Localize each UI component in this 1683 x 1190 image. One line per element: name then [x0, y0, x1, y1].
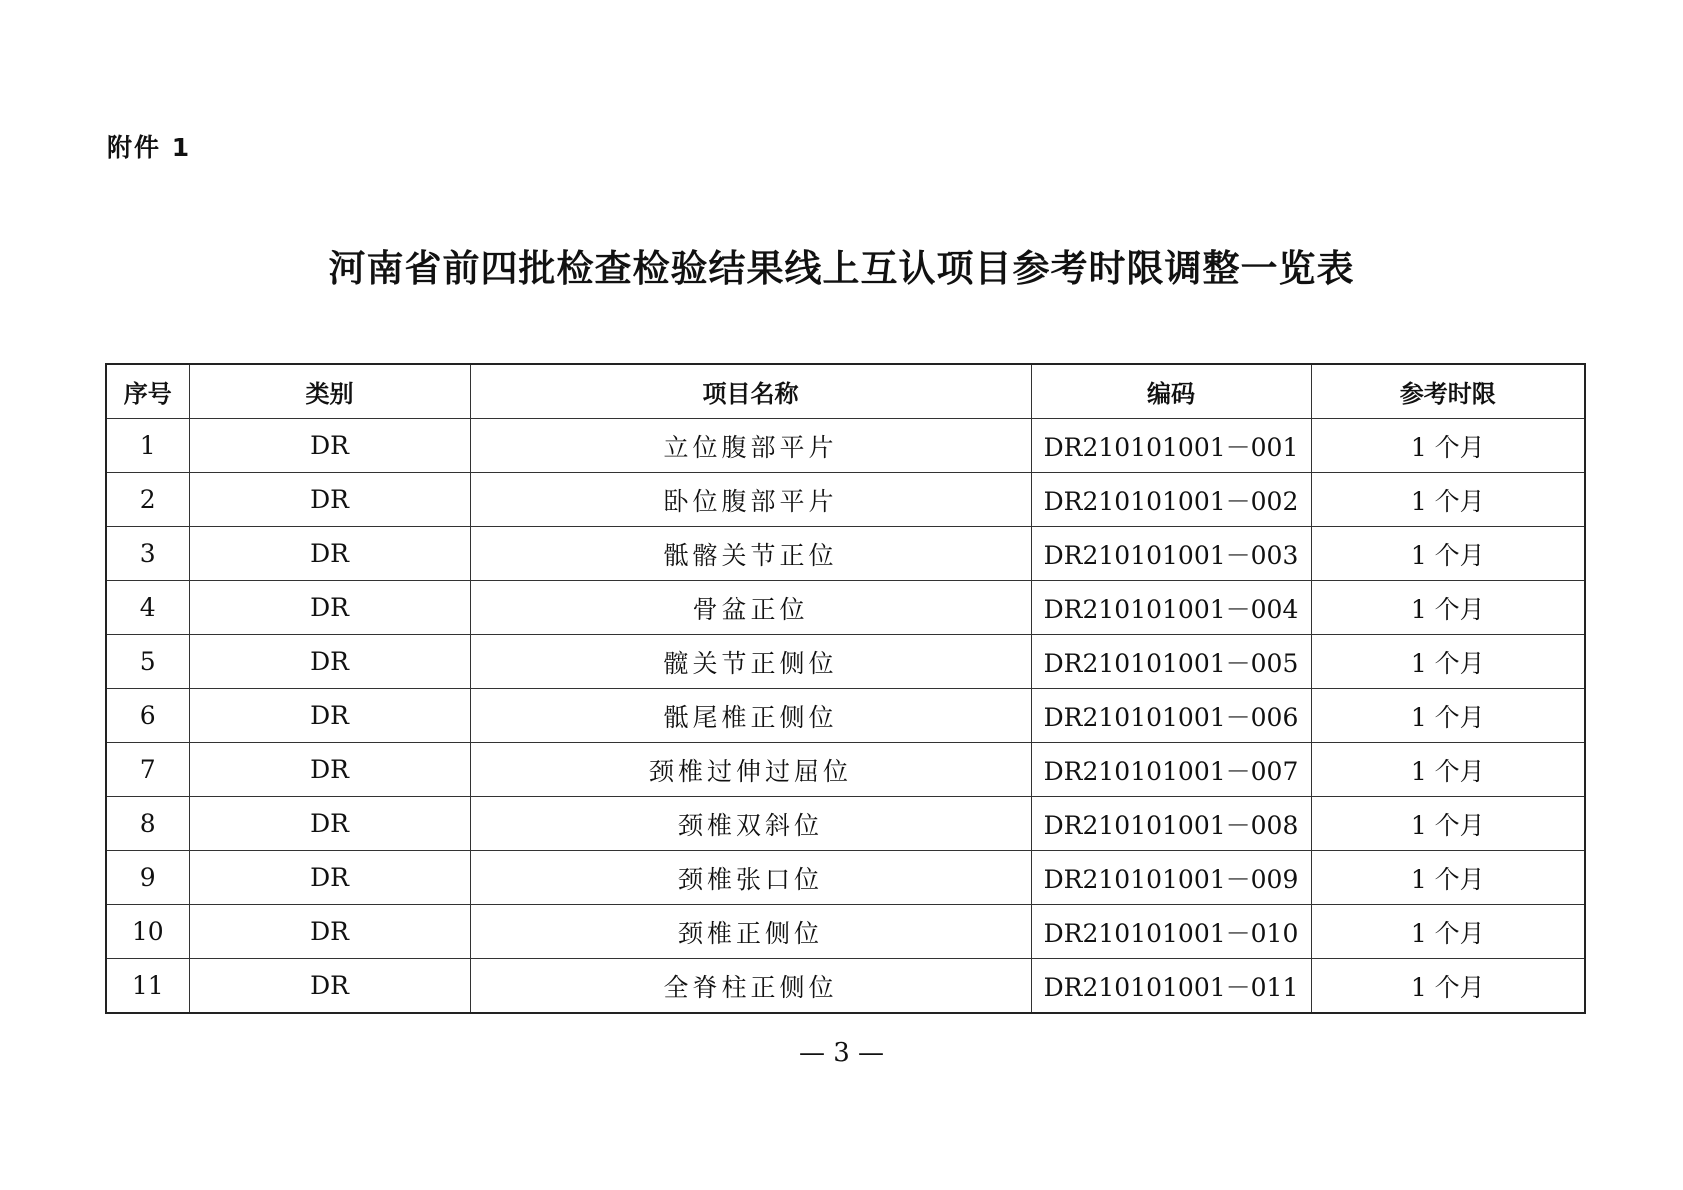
row-category: DR [189, 527, 470, 581]
row-code: DR210101001－011 [1031, 959, 1311, 1014]
row-index: 2 [106, 473, 189, 527]
row-limit: 1 个月 [1311, 689, 1585, 743]
row-code: DR210101001－004 [1031, 581, 1311, 635]
items-table [105, 363, 1586, 1014]
row-code: DR210101001－002 [1031, 473, 1311, 527]
row-index: 8 [106, 797, 189, 851]
row-code: DR210101001－005 [1031, 635, 1311, 689]
row-code: DR210101001－001 [1031, 419, 1311, 473]
row-category: DR [189, 635, 470, 689]
row-category: DR [189, 959, 470, 1014]
row-code: DR210101001－010 [1031, 905, 1311, 959]
row-category: DR [189, 473, 470, 527]
header-limit: 参考时限 [1311, 364, 1585, 419]
row-index: 1 [106, 419, 189, 473]
table-row [106, 797, 1585, 851]
attachment-label: 附件 1 [107, 133, 192, 162]
row-category: DR [189, 419, 470, 473]
row-name: 骨盆正位 [470, 581, 1031, 635]
table-row [106, 635, 1585, 689]
row-category: DR [189, 743, 470, 797]
page-title: 河南省前四批检查检验结果线上互认项目参考时限调整一览表 [328, 247, 1355, 290]
table-row [106, 527, 1585, 581]
table-header-row [106, 364, 1585, 419]
row-name: 骶尾椎正侧位 [470, 689, 1031, 743]
header-code: 编码 [1031, 364, 1311, 419]
row-name: 颈椎正侧位 [470, 905, 1031, 959]
row-name: 髋关节正侧位 [470, 635, 1031, 689]
row-limit: 1 个月 [1311, 527, 1585, 581]
row-limit: 1 个月 [1311, 797, 1585, 851]
row-code: DR210101001－008 [1031, 797, 1311, 851]
row-index: 5 [106, 635, 189, 689]
row-name: 立位腹部平片 [470, 419, 1031, 473]
row-code: DR210101001－006 [1031, 689, 1311, 743]
table-row [106, 419, 1585, 473]
row-name: 颈椎过伸过屈位 [470, 743, 1031, 797]
row-limit: 1 个月 [1311, 851, 1585, 905]
row-index: 6 [106, 689, 189, 743]
row-limit: 1 个月 [1311, 419, 1585, 473]
row-name: 颈椎双斜位 [470, 797, 1031, 851]
header-index: 序号 [106, 364, 189, 419]
table-row [106, 851, 1585, 905]
table-row [106, 959, 1585, 1014]
row-index: 7 [106, 743, 189, 797]
row-index: 3 [106, 527, 189, 581]
row-name: 颈椎张口位 [470, 851, 1031, 905]
row-name: 全脊柱正侧位 [470, 959, 1031, 1014]
row-limit: 1 个月 [1311, 635, 1585, 689]
row-category: DR [189, 581, 470, 635]
row-index: 9 [106, 851, 189, 905]
row-category: DR [189, 797, 470, 851]
row-category: DR [189, 905, 470, 959]
row-limit: 1 个月 [1311, 959, 1585, 1014]
row-limit: 1 个月 [1311, 473, 1585, 527]
table-row [106, 689, 1585, 743]
row-code: DR210101001－009 [1031, 851, 1311, 905]
row-limit: 1 个月 [1311, 743, 1585, 797]
table-row [106, 581, 1585, 635]
header-category: 类别 [189, 364, 470, 419]
row-index: 11 [106, 959, 189, 1014]
row-limit: 1 个月 [1311, 581, 1585, 635]
row-name: 卧位腹部平片 [470, 473, 1031, 527]
row-index: 4 [106, 581, 189, 635]
table-row [106, 743, 1585, 797]
table-row [106, 905, 1585, 959]
table-row [106, 473, 1585, 527]
row-code: DR210101001－003 [1031, 527, 1311, 581]
row-limit: 1 个月 [1311, 905, 1585, 959]
page-number: — 3 — [798, 1038, 885, 1068]
row-name: 骶髂关节正位 [470, 527, 1031, 581]
header-name: 项目名称 [470, 364, 1031, 419]
row-category: DR [189, 851, 470, 905]
row-category: DR [189, 689, 470, 743]
row-code: DR210101001－007 [1031, 743, 1311, 797]
row-index: 10 [106, 905, 189, 959]
